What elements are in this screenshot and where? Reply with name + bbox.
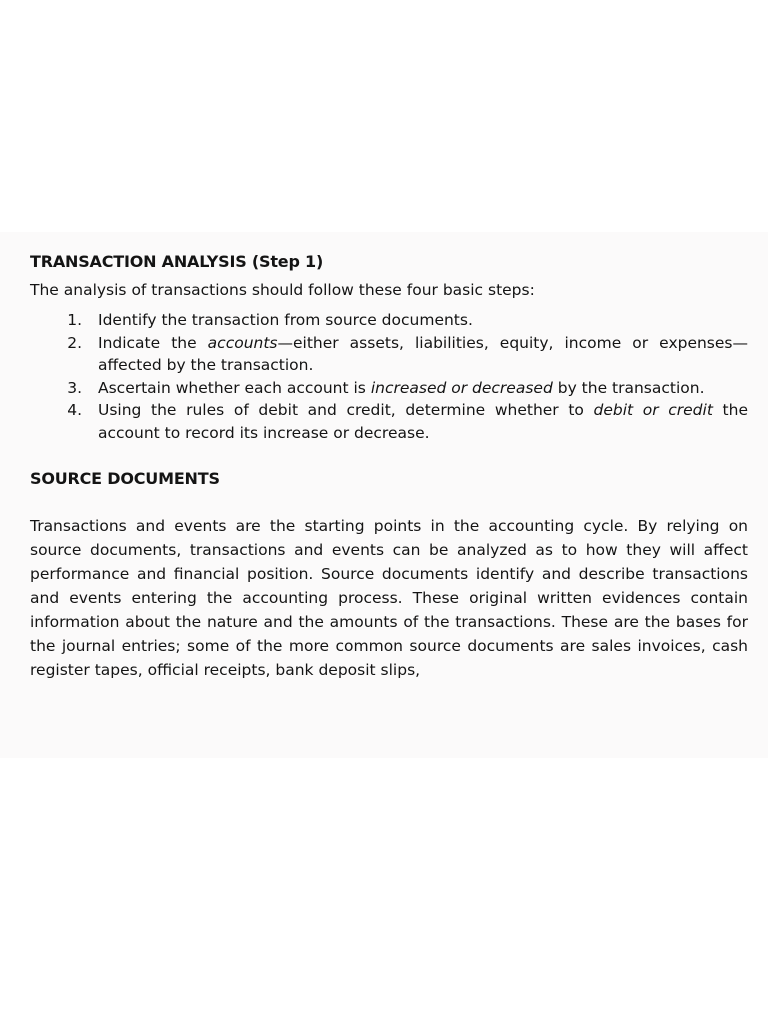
source-documents-section bbox=[30, 469, 748, 682]
step-text bbox=[98, 377, 748, 400]
step-text-part: the account to record its increase or decrease. bbox=[98, 401, 748, 442]
step-item bbox=[30, 332, 748, 377]
step-text bbox=[98, 332, 748, 377]
step-text-part: Using the rules of debit and credit, determine whether to bbox=[98, 401, 594, 419]
body-paragraph: Transactions and events are the starting points in the accounting cycle. By relying on source documents, transactions and events can be analyzed as to how they will affect performance and financial position. Source documents identify and describe transactions and events entering the accounting process. These original written evidences contain information about the nature and the amounts of the transactions. These are the bases for the journal entries; some of the more common source documents are sales invoices, cash register tapes, official receipts, bank deposit slips, bbox=[30, 517, 748, 679]
section-heading-transaction-analysis: TRANSACTION ANALYSIS (Step 1) bbox=[30, 252, 324, 271]
step-text-part: by the transaction. bbox=[552, 378, 705, 397]
step-text-part: Ascertain whether each account is bbox=[98, 378, 371, 397]
step-number: 1. bbox=[67, 311, 82, 329]
step-item bbox=[30, 399, 748, 444]
step-number: 2. bbox=[67, 333, 82, 352]
step-text-part: Indicate the bbox=[98, 333, 208, 352]
step-text: Identify the transaction from source documents. bbox=[98, 311, 473, 329]
document-content bbox=[30, 252, 748, 682]
step-item bbox=[30, 377, 748, 400]
intro-text: The analysis of transactions should follow these four basic steps: bbox=[30, 281, 535, 299]
steps-list bbox=[30, 309, 748, 444]
section-heading-source-documents: SOURCE DOCUMENTS bbox=[30, 469, 220, 488]
transaction-analysis-section bbox=[30, 252, 748, 444]
step-emphasis: accounts bbox=[207, 333, 278, 352]
step-emphasis: increased or decreased bbox=[370, 378, 553, 397]
step-item bbox=[30, 309, 748, 332]
step-emphasis: debit or credit bbox=[593, 401, 713, 419]
step-number: 4. bbox=[67, 401, 82, 419]
step-number: 3. bbox=[67, 378, 82, 397]
step-text bbox=[98, 399, 748, 444]
step-text-part: —either assets, liabilities, equity, income or expenses—affected by the transaction. bbox=[98, 333, 748, 374]
